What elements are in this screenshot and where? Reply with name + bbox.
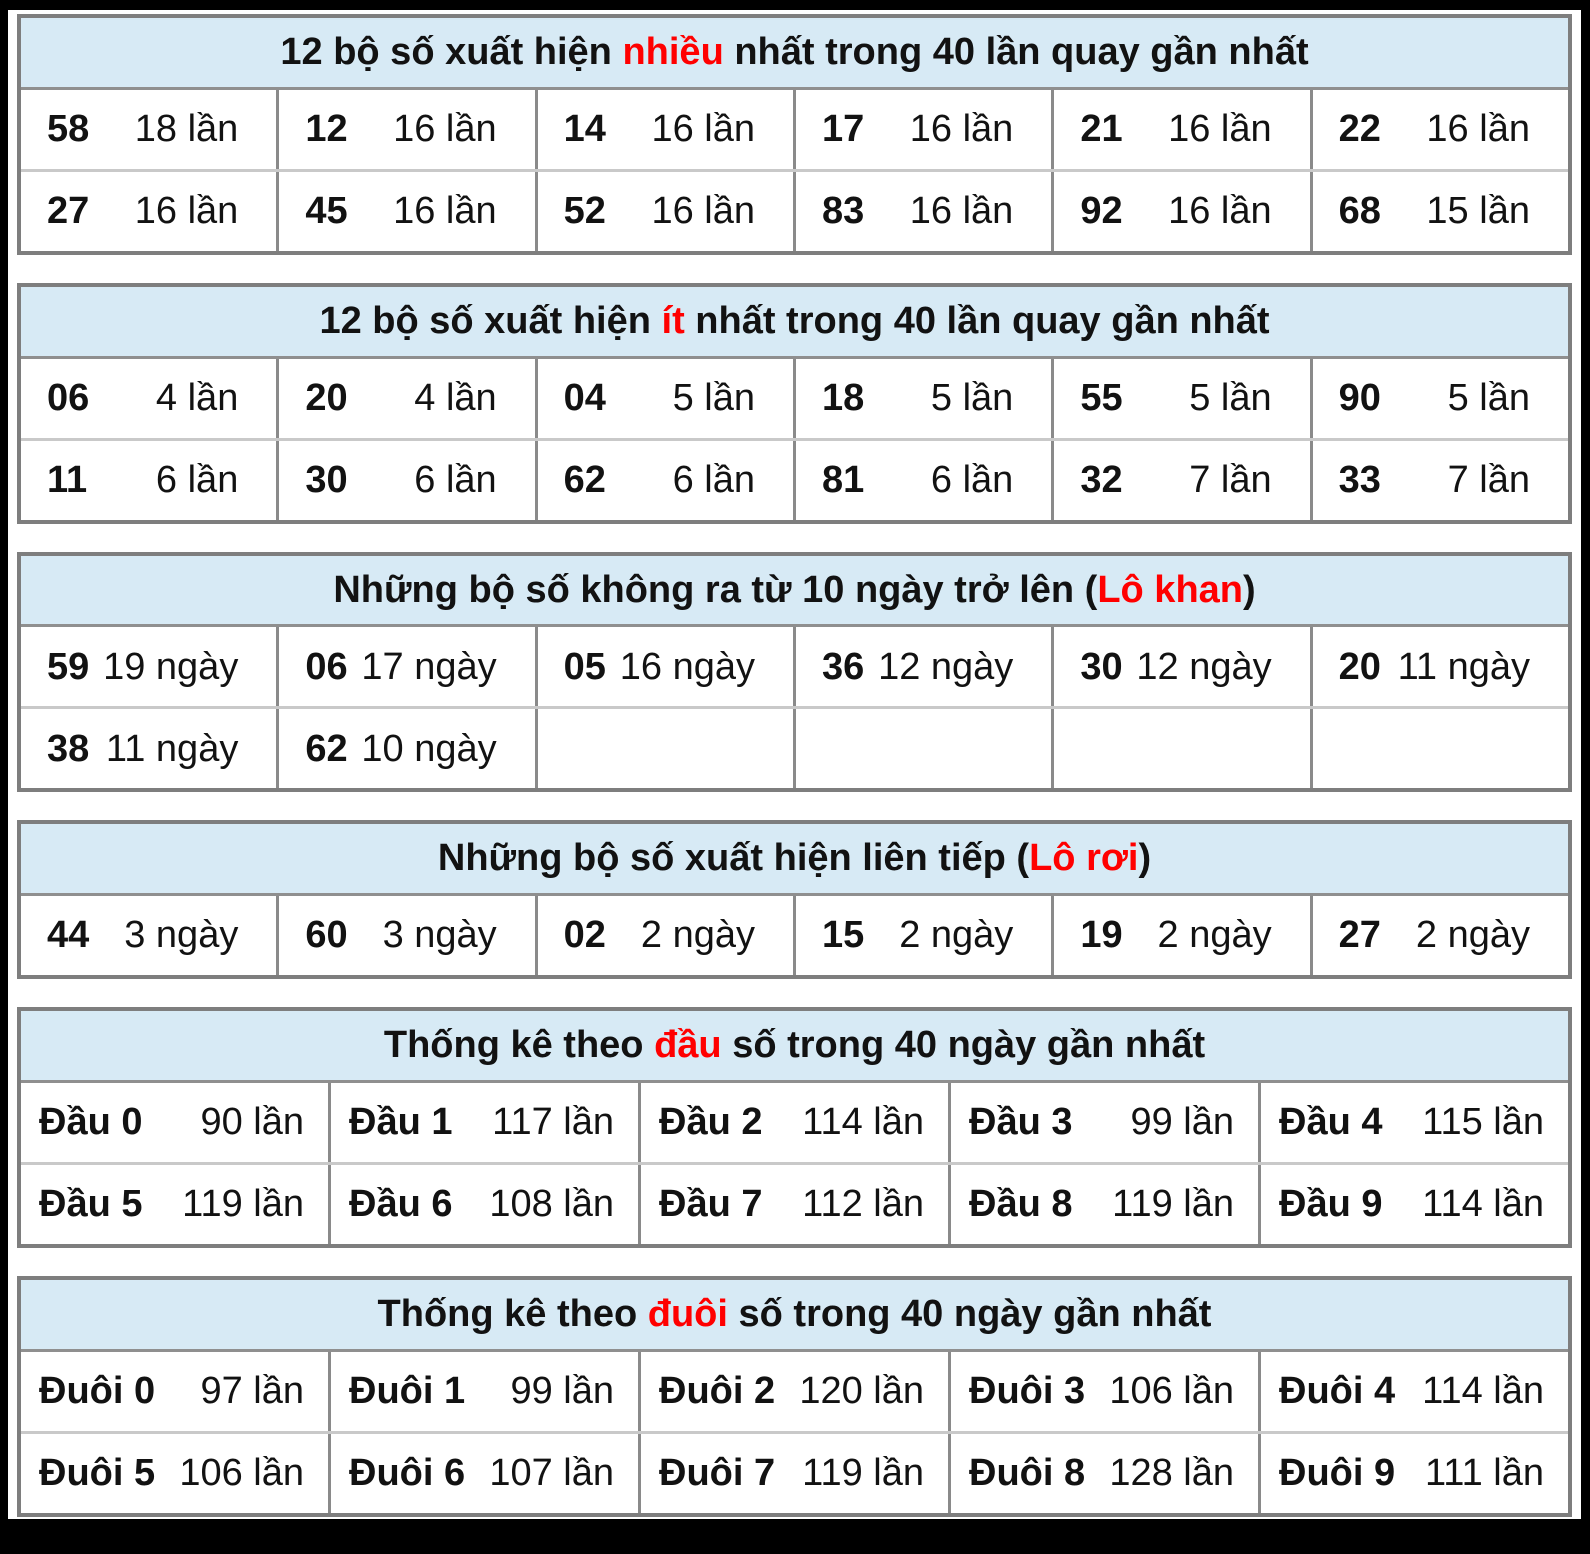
- pair-label: Đầu 1: [349, 1101, 453, 1144]
- pair-number: 38: [47, 727, 90, 770]
- stat-cell: [21, 1165, 328, 1244]
- pair-number: 04: [563, 376, 606, 419]
- stat-cell: [1051, 359, 1309, 438]
- stat-cell: [21, 896, 276, 975]
- stat-cell-empty: [793, 709, 1051, 788]
- title-text: số trong 40 ngày gần nhất: [727, 1292, 1212, 1335]
- table-row: [21, 1352, 1568, 1431]
- pair-number: 60: [305, 914, 348, 957]
- pair-number: 14: [563, 108, 606, 151]
- stat-cell: [638, 1352, 948, 1431]
- stat-cell: [21, 1434, 328, 1513]
- pair-number: 19: [1080, 914, 1123, 957]
- pair-number: 33: [1338, 458, 1381, 501]
- stat-cell-empty: [1051, 709, 1309, 788]
- pair-number: 36: [821, 645, 865, 688]
- pair-count: 7 lần: [1189, 458, 1272, 501]
- stat-cell: [276, 896, 534, 975]
- stat-cell: [1310, 896, 1568, 975]
- title-text: số trong 40 ngày gần nhất: [721, 1024, 1206, 1067]
- pair-number: 20: [1338, 645, 1381, 688]
- pair-number: 06: [305, 645, 348, 688]
- pair-count: 120 lần: [799, 1370, 924, 1412]
- title-highlight: Lô khan: [1097, 568, 1244, 611]
- pair-count: 11 ngày: [1397, 645, 1530, 688]
- stat-cell: [1051, 90, 1309, 169]
- table-row: [21, 1431, 1568, 1513]
- stat-cell: [793, 90, 1051, 169]
- pair-number: 27: [47, 190, 90, 233]
- table-title: [21, 1280, 1568, 1352]
- pair-number: 83: [821, 190, 865, 233]
- pair-count: 2 ngày: [899, 914, 1014, 957]
- title-text: Những bộ số không ra từ 10 ngày trở lên (: [333, 568, 1098, 611]
- pair-count: 5 lần: [930, 376, 1014, 419]
- stat-cell: [21, 441, 276, 520]
- pair-label: Đầu 0: [39, 1101, 143, 1144]
- stat-cell: [1258, 1083, 1568, 1162]
- pair-count: 16 lần: [134, 190, 239, 233]
- pair-number: 92: [1080, 190, 1123, 233]
- stat-cell: [793, 359, 1051, 438]
- title-highlight: đuôi: [647, 1292, 728, 1335]
- table-row: [21, 627, 1568, 706]
- pair-count: 12 ngày: [878, 645, 1014, 688]
- stat-cell: [1258, 1434, 1568, 1513]
- table-row: [21, 1083, 1568, 1162]
- table-title: [21, 287, 1568, 359]
- pair-count: 7 lần: [1447, 458, 1530, 501]
- stat-cell: [535, 172, 793, 251]
- table-row: [21, 169, 1568, 251]
- pair-count: 117 lần: [492, 1101, 614, 1144]
- pair-number: 62: [563, 458, 606, 501]
- title-text: 12 bộ số xuất hiện: [280, 31, 623, 73]
- pair-number: 20: [305, 376, 348, 419]
- pair-count: 5 lần: [1189, 376, 1272, 419]
- stat-cell: [1051, 627, 1309, 706]
- pair-count: 6 lần: [414, 458, 497, 501]
- stat-cell: [1051, 896, 1309, 975]
- pair-count: 16 lần: [909, 108, 1014, 151]
- pair-count: 18 lần: [134, 108, 239, 151]
- table-title: [21, 824, 1568, 896]
- table-title: [21, 556, 1568, 628]
- pair-count: 111 lần: [1424, 1452, 1544, 1494]
- pair-label: Đuôi 7: [659, 1452, 776, 1494]
- title-text: ): [1243, 568, 1256, 611]
- pair-number: 45: [305, 190, 348, 233]
- table-row: [21, 1162, 1568, 1244]
- table-row: [21, 359, 1568, 438]
- pair-label: Đầu 9: [1279, 1183, 1383, 1226]
- stat-cell: [948, 1352, 1258, 1431]
- stat-cell: [328, 1434, 638, 1513]
- pair-label: Đuôi 3: [969, 1370, 1086, 1412]
- pair-count: 114 lần: [1422, 1370, 1544, 1412]
- pair-label: Đuôi 6: [349, 1452, 466, 1494]
- pair-count: 3 ngày: [382, 914, 497, 957]
- pair-count: 17 ngày: [361, 645, 497, 688]
- title-text: ): [1138, 837, 1152, 880]
- pair-count: 19 ngày: [103, 645, 239, 688]
- pair-label: Đuôi 8: [969, 1452, 1086, 1494]
- title-text: nhất trong 40 lần quay gần nhất: [684, 299, 1270, 342]
- stat-cell: [948, 1165, 1258, 1244]
- pair-label: Đầu 7: [659, 1183, 763, 1226]
- stat-cell: [535, 90, 793, 169]
- stat-cell: [1258, 1165, 1568, 1244]
- title-text: Thống kê theo: [383, 1024, 655, 1067]
- table-least-frequent: [17, 283, 1572, 524]
- stat-cell: [1310, 172, 1568, 251]
- pair-number: 22: [1338, 108, 1381, 151]
- title-highlight: đầu: [654, 1024, 722, 1067]
- stat-cell: [21, 709, 276, 788]
- title-text: Những bộ số xuất hiện liên tiếp (: [437, 837, 1030, 880]
- pair-number: 90: [1338, 376, 1381, 419]
- pair-number: 59: [47, 645, 90, 688]
- stat-cell: [1310, 90, 1568, 169]
- pair-count: 16 lần: [1168, 190, 1272, 233]
- pair-number: 30: [305, 458, 348, 501]
- stat-cell: [276, 709, 534, 788]
- stat-cell: [535, 441, 793, 520]
- pair-count: 10 ngày: [361, 727, 497, 770]
- pair-count: 4 lần: [414, 376, 497, 419]
- pair-label: Đuôi 0: [39, 1370, 156, 1412]
- pair-count: 4 lần: [155, 376, 239, 419]
- pair-number: 18: [821, 376, 865, 419]
- pair-number: 27: [1338, 914, 1381, 957]
- stat-cell: [276, 172, 534, 251]
- pair-count: 12 ngày: [1136, 645, 1272, 688]
- stat-cell: [276, 441, 534, 520]
- pair-count: 16 lần: [651, 190, 755, 233]
- pair-number: 21: [1080, 108, 1123, 151]
- pair-count: 2 ngày: [640, 914, 755, 957]
- pair-count: 114 lần: [802, 1101, 924, 1144]
- title-text: 12 bộ số xuất hiện: [319, 299, 662, 342]
- title-text: Thống kê theo: [377, 1292, 648, 1335]
- pair-count: 16 lần: [1168, 108, 1272, 151]
- pair-count: 16 lần: [909, 190, 1014, 233]
- pair-count: 108 lần: [489, 1183, 614, 1226]
- pair-number: 06: [47, 376, 90, 419]
- pair-count: 119 lần: [802, 1452, 924, 1494]
- table-title: [21, 1011, 1568, 1083]
- stat-cell: [1310, 359, 1568, 438]
- stat-cell: [1310, 627, 1568, 706]
- stat-cell: [1051, 441, 1309, 520]
- pair-number: 44: [47, 914, 90, 957]
- pair-count: 115 lần: [1422, 1101, 1544, 1144]
- pair-number: 55: [1080, 376, 1123, 419]
- pair-count: 119 lần: [182, 1183, 304, 1226]
- stat-cell: [276, 359, 534, 438]
- pair-label: Đuôi 2: [659, 1370, 776, 1412]
- stat-cell: [535, 627, 793, 706]
- pair-label: Đuôi 1: [349, 1370, 466, 1412]
- pair-label: Đầu 6: [349, 1183, 453, 1226]
- stat-cell-empty: [1310, 709, 1568, 788]
- pair-number: 12: [305, 108, 348, 151]
- stat-cell: [21, 90, 276, 169]
- stat-cell: [328, 1352, 638, 1431]
- pair-count: 106 lần: [1109, 1370, 1234, 1412]
- stat-cell: [1310, 441, 1568, 520]
- table-title: [21, 18, 1568, 90]
- pair-count: 2 ngày: [1157, 914, 1272, 957]
- stat-cell: [793, 627, 1051, 706]
- stat-cell: [638, 1165, 948, 1244]
- pair-count: 16 lần: [393, 108, 497, 151]
- pair-number: 05: [563, 645, 606, 688]
- stat-cell: [328, 1165, 638, 1244]
- pair-number: 02: [563, 914, 606, 957]
- pair-count: 3 ngày: [124, 914, 239, 957]
- pair-count: 90 lần: [200, 1101, 304, 1144]
- stat-cell: [638, 1434, 948, 1513]
- pair-count: 99 lần: [510, 1370, 614, 1412]
- pair-count: 6 lần: [672, 458, 755, 501]
- table-row: [21, 706, 1568, 788]
- pair-number: 68: [1338, 190, 1381, 233]
- pair-count: 97 lần: [200, 1370, 304, 1412]
- pair-count: 99 lần: [1130, 1101, 1234, 1144]
- stat-cell: [21, 172, 276, 251]
- title-highlight: ít: [661, 299, 685, 342]
- stat-cell: [21, 1083, 328, 1162]
- stat-cell: [21, 1352, 328, 1431]
- pair-count: 5 lần: [672, 376, 755, 419]
- pair-number: 11: [47, 458, 88, 501]
- stats-sheet: [8, 10, 1581, 1519]
- pair-count: 119 lần: [1112, 1183, 1234, 1226]
- table-lo-roi: [17, 820, 1572, 979]
- pair-count: 128 lần: [1109, 1452, 1234, 1494]
- pair-count: 16 lần: [1426, 108, 1530, 151]
- stat-cell: [638, 1083, 948, 1162]
- pair-count: 107 lần: [489, 1452, 614, 1494]
- stat-cell: [535, 359, 793, 438]
- table-row: [21, 438, 1568, 520]
- stat-cell: [328, 1083, 638, 1162]
- pair-count: 6 lần: [930, 458, 1014, 501]
- stat-cell: [276, 90, 534, 169]
- pair-number: 52: [563, 190, 606, 233]
- pair-count: 16 lần: [393, 190, 497, 233]
- table-lo-khan: [17, 552, 1572, 793]
- pair-label: Đuôi 4: [1279, 1370, 1396, 1412]
- pair-count: 15 lần: [1426, 190, 1530, 233]
- pair-count: 114 lần: [1422, 1183, 1544, 1226]
- title-highlight: nhiều: [622, 31, 724, 73]
- pair-count: 112 lần: [802, 1183, 924, 1226]
- stat-cell: [276, 627, 534, 706]
- pair-number: 62: [305, 727, 348, 770]
- pair-number: 17: [821, 108, 865, 151]
- pair-label: Đầu 8: [969, 1183, 1073, 1226]
- pair-count: 106 lần: [179, 1452, 304, 1494]
- pair-count: 6 lần: [155, 458, 239, 501]
- table-row: [21, 896, 1568, 975]
- pair-count: 16 lần: [651, 108, 755, 151]
- table-duoi-stats: [17, 1276, 1572, 1517]
- pair-label: Đầu 3: [969, 1101, 1073, 1144]
- stat-cell: [948, 1434, 1258, 1513]
- pair-number: 58: [47, 108, 90, 151]
- stat-cell-empty: [535, 709, 793, 788]
- stat-cell: [793, 172, 1051, 251]
- table-most-frequent: [17, 14, 1572, 255]
- table-row: [21, 90, 1568, 169]
- pair-number: 15: [821, 914, 865, 957]
- stat-cell: [793, 441, 1051, 520]
- pair-number: 30: [1080, 645, 1123, 688]
- pair-label: Đuôi 9: [1279, 1452, 1396, 1494]
- stat-cell: [948, 1083, 1258, 1162]
- pair-count: 2 ngày: [1415, 914, 1530, 957]
- pair-label: Đầu 5: [39, 1183, 143, 1226]
- table-dau-stats: [17, 1007, 1572, 1248]
- stat-cell: [1051, 172, 1309, 251]
- stat-cell: [1258, 1352, 1568, 1431]
- pair-count: 5 lần: [1447, 376, 1530, 419]
- title-text: nhất trong 40 lần quay gần nhất: [723, 31, 1309, 73]
- pair-number: 81: [821, 458, 865, 501]
- pair-count: 11 ngày: [105, 727, 239, 770]
- pair-count: 16 ngày: [619, 645, 755, 688]
- stat-cell: [21, 359, 276, 438]
- stat-cell: [793, 896, 1051, 975]
- stat-cell: [21, 627, 276, 706]
- pair-number: 32: [1080, 458, 1123, 501]
- title-highlight: Lô rơi: [1029, 837, 1139, 880]
- pair-label: Đuôi 5: [39, 1452, 156, 1494]
- stat-cell: [535, 896, 793, 975]
- pair-label: Đầu 4: [1279, 1101, 1383, 1144]
- pair-label: Đầu 2: [659, 1101, 763, 1144]
